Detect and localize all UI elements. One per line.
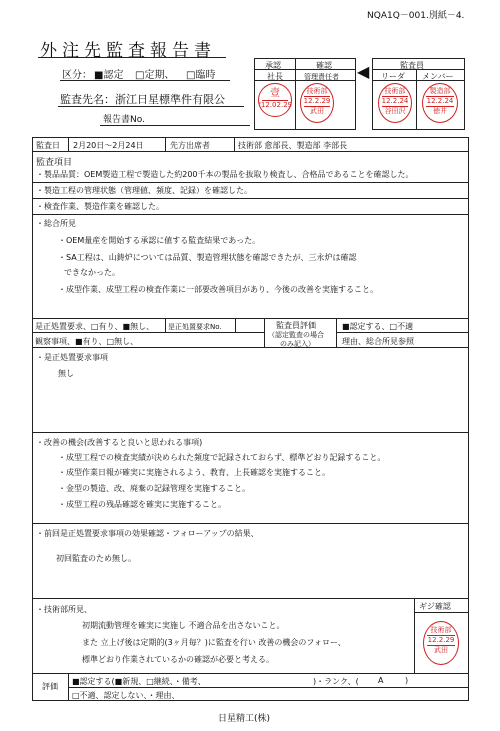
leader-seal-dept: 技術部 <box>384 87 406 95</box>
report-number: 報告書No. <box>103 115 145 125</box>
category-label: 区分： <box>62 70 92 81</box>
tech-opinion-line-1: 初期流動管理を確実に実施し 不適合品を出さないこと。 <box>82 621 285 630</box>
leader-seal-date: 12.2.24 <box>381 97 409 105</box>
category-periodic: □定期、 <box>135 70 175 81</box>
auditor-eval-note-1: （認定監査の場合 <box>268 331 324 339</box>
document-number: NQA1Q－001.別紙－4. <box>367 11 465 21</box>
eval-divider-4 <box>336 318 337 347</box>
summary-line-2: ・SA工程は、山鋳炉については品質、製造管理状態を確認できたが、三永炉は確認 <box>58 253 357 262</box>
evaluation-label: 評価 <box>42 682 58 691</box>
member-seal-date: 12.2.24 <box>426 97 454 105</box>
info-divider-3 <box>234 137 235 151</box>
leader-seal-stamp <box>378 83 412 123</box>
member-seal-dept: 製造部 <box>429 87 451 95</box>
audit-line-2 <box>32 198 469 199</box>
corrective-request-no: 是正処置要求No. <box>168 323 222 331</box>
title-underline <box>38 57 226 58</box>
evaluation-rank: A <box>378 676 384 685</box>
audit-line-3 <box>32 214 469 215</box>
improvement-heading: ・改善の機会(改善すると良いと思われる事項) <box>36 438 203 447</box>
giji-divider <box>414 598 415 673</box>
manager-seal-dept: 技術部 <box>306 87 328 95</box>
corrective-items-heading: ・是正処置要求事項 <box>36 353 108 362</box>
auditor-eval-reason: 理由、総合所見参照 <box>342 337 414 346</box>
member-seal-stamp <box>422 83 458 123</box>
page-title: 外注先監査報告書 <box>40 41 216 61</box>
tech-opinion-top <box>32 598 469 599</box>
category-certification: ■認定 <box>94 70 124 81</box>
followup-value: 初回監査のため無し。 <box>56 554 136 563</box>
manager-seal-name: 武田 <box>310 107 324 115</box>
eval-divider-1 <box>165 318 166 332</box>
member-role: メンバー <box>422 72 454 81</box>
auditor-eval-header: 監査員評価 <box>276 321 316 330</box>
manager-seal-stamp <box>300 83 334 123</box>
summary-heading: ・総合所見 <box>36 219 76 228</box>
info-row-bottom <box>32 151 469 152</box>
tech-opinion-heading: ・技術部所見、 <box>36 605 92 614</box>
eval-row-top <box>32 318 469 319</box>
manager-seal-date: 12.2.29 <box>303 97 331 105</box>
leader-role: リーダ <box>381 72 405 81</box>
auditee-name: 監査先名：浙江日星標準件有限公 <box>60 93 225 106</box>
evaluation-rank-close: ) <box>405 676 409 685</box>
report-underline <box>100 125 250 126</box>
audit-item-2: ・製造工程の管理状態（管理値、頻度、記録）を確認した。 <box>36 186 252 195</box>
giji-header-line <box>414 612 469 613</box>
president-seal-date: '12.02.29 <box>259 101 293 109</box>
president-seal: 壹 <box>270 88 280 99</box>
improvement-line-2: ・成型作業日報が確実に実施されるよう、教育、上長確認を実施すること。 <box>58 468 330 477</box>
info-divider-1 <box>68 137 69 151</box>
auditor-eval-result: ■認定する、□不適 <box>342 322 414 331</box>
attendee-label: 先方出席者 <box>170 141 210 150</box>
improvement-top <box>32 432 469 433</box>
attendee-value: 技術部 愈部長、製造部 李部長 <box>238 141 348 150</box>
audit-date-value: 2月20日～2月24日 <box>73 141 144 150</box>
evaluation-rank-label: )・ランク、( <box>313 677 359 686</box>
audit-items-heading: 監査項目 <box>36 158 73 168</box>
evaluation-top <box>32 673 469 674</box>
auditee-underline <box>58 106 244 107</box>
eval-row-mid <box>32 332 264 333</box>
corrective-request: 是正処置要求、□有り、■無し、 <box>35 322 155 331</box>
giji-header: ギジ確認 <box>419 602 451 611</box>
confirm-header: 確認 <box>316 61 332 70</box>
auditor-divider <box>416 69 417 130</box>
member-seal-name: 徳井 <box>433 107 447 115</box>
manager-role: 管理責任者 <box>304 73 339 81</box>
summary-line-1: ・OEM量産を開始する承認に値する監査結果であった。 <box>58 236 261 245</box>
auditor-eval-note-2: のみ記入） <box>280 340 315 348</box>
auditor-header: 監査員 <box>400 61 424 70</box>
giji-seal-stamp <box>423 621 459 665</box>
followup-top <box>32 523 469 524</box>
giji-seal-date: 12.2.29 <box>427 636 455 644</box>
tech-opinion-line-3: 標準どおり作業されているかの確認が必要と考える。 <box>82 655 274 664</box>
leader-seal-name: 谷田沢 <box>384 107 406 115</box>
giji-seal-dept: 技術部 <box>430 626 452 634</box>
main-table <box>32 137 469 701</box>
corrective-items-value: 無し <box>58 369 74 378</box>
tech-opinion-line-2: また 立上げ後は定期的(3ヶ月毎？)に監査を行い 改善の機会のフォロー、 <box>82 638 346 647</box>
audit-line-1 <box>32 182 469 183</box>
summary-line-4: ・成型作業、成型工程の検査作業に一部要改善項目があり、今後の改善を実施すること。 <box>58 285 378 294</box>
arrow-left-icon: ◀ <box>357 62 370 81</box>
evaluation-mid <box>68 687 469 688</box>
improvement-line-3: ・金型の製造、改、廃棄の記録管理を実施すること。 <box>58 484 250 493</box>
category-extraordinary: □臨時 <box>186 70 216 81</box>
audit-item-3: ・検査作業、製造作業を確認した。 <box>36 202 164 211</box>
footer-company: 日星精工(株) <box>218 714 271 724</box>
evaluation-certify: ■認定する(■新規、□継続、・備考、 <box>72 677 206 686</box>
info-divider-2 <box>165 137 166 151</box>
audit-item-1: ・製品品質：OEM製造工程で製造した約200千本の製品を抜取り検査し、合格品であることを確認した。 <box>36 170 414 179</box>
followup-heading: ・前回是正処置要求事項の効果確認・フォローアップの結果、 <box>36 529 259 538</box>
audit-date-label: 監査日 <box>36 141 60 150</box>
eval-row-mid-right <box>336 332 469 333</box>
category-underline <box>60 80 230 81</box>
president-role: 社長 <box>267 72 283 81</box>
eval-divider-2 <box>235 318 236 332</box>
improvement-line-1: ・成型工程での検査実績が決められた頻度で記録されておらず、標準どおり記録すること。 <box>58 453 386 462</box>
improvement-line-4: ・成型工程の残品確認を確実に実施すること。 <box>58 500 226 509</box>
president-seal-stamp <box>258 83 292 117</box>
giji-seal-name: 武田 <box>434 646 448 654</box>
eval-row-bottom <box>32 347 469 348</box>
evaluation-reject: □不適、認定しない、・理由、 <box>72 691 180 700</box>
summary-line-3: できなかった。 <box>64 268 120 277</box>
approval-header: 承認 <box>265 61 281 70</box>
eval-divider-3 <box>264 318 265 347</box>
observation-items: 観察事項、■有り、□無し、 <box>35 337 139 346</box>
